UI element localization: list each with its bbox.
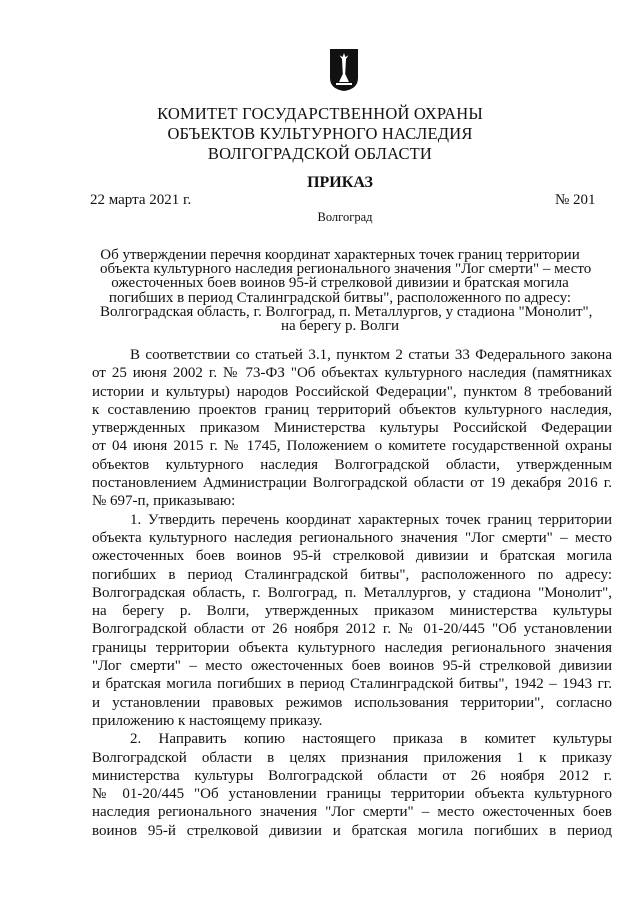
document-number: № 201 [555,192,596,208]
paragraph-line: объектов культурного наследия Волгоградской области, утвержденным [92,456,612,473]
paragraph-preamble [92,346,612,511]
document-body [92,346,612,840]
paragraph-line: "Лог смерти" – место ожесточенных боев воинов 95-й стрелковой дивизии [92,658,612,675]
organization-line: ОБЪЕКТОВ КУЛЬТУРНОГО НАСЛЕДИЯ [167,124,473,143]
paragraph-line: 2. Направить копию настоящего приказа в комитет культуры [130,731,612,748]
paragraph-line: объекта культурного наследия регионального значения "Лог смерти" – место [92,529,612,546]
paragraph-line: постановлением Администрации Волгоградской области от 19 декабря 2016 г. [92,475,612,492]
paragraph-line: и установлении правовых режимов использования территории", согласно [92,694,612,711]
paragraph-line: В соответствии со статьей 3.1, пунктом 2 статьи 33 Федерального закона [130,347,612,363]
paragraph-item-1 [92,511,612,731]
paragraph-line: на берегу р. Волги, утвержденных приказом министерства культуры [92,603,612,620]
organization-name [0,104,640,164]
organization-line: ВОЛГОГРАДСКОЙ ОБЛАСТИ [207,144,433,163]
document-date: 22 марта 2021 г. [90,192,192,208]
subject-line: на берегу р. Волги [280,318,400,335]
volgograd-emblem-icon [329,48,359,92]
paragraph-line: утвержденных приказом Министерства культуры Российской Федерации [92,420,612,437]
paragraph-line: и братская могила погибших в период Сталинградской битвы", 1942 – 1943 гг. [92,676,612,693]
paragraph-line: Волгоградской области от 26 ноября 2012 г. № 01-20/445 "Об установлении [92,621,612,638]
subject-line: Волгоградская область, г. Волгоград, п. Металлургов, у стадиона "Монолит", [100,303,593,320]
document-type: ПРИКАЗ [307,174,373,191]
paragraph-line: истории и культуры) народов Российской Федерации", пунктом 8 требований [92,383,612,400]
paragraph-line: воинов 95-й стрелковой дивизии и братская могила погибших в период [92,822,612,839]
paragraph-line: к составлению проектов границ территорий объектов культурного наследия, [92,401,612,418]
document-city: Волгоград [317,210,373,224]
paragraph-line: Волгоградская область, г. Волгоград, п. Металлургов, у стадиона "Монолит", [92,584,612,601]
paragraph-line: границы территории объекта культурного наследия регионального значения [92,639,612,656]
paragraph-line: министерства культуры Волгоградской области от 26 ноября 2012 г. [92,767,612,784]
paragraph-line: 1. Утвердить перечень координат характерных точек границ территории [130,511,612,528]
paragraph-line: Волгоградской области в целях признания приложения 1 к приказу [92,749,612,766]
subject-line: ожесточенных боев воинов 95-й стрелковой дивизии и братская могила [111,275,569,292]
paragraph-line: ожесточенных боев воинов 95-й стрелковой дивизии и братская могила [92,548,612,565]
subject-line: объекта культурного наследия регионального значения "Лог смерти" – место [100,261,592,278]
paragraph-line: приложению к настоящему приказу. [92,712,323,729]
paragraph-item-2 [92,730,612,840]
subject-line: Об утверждении перечня координат характерных точек границ территории [100,247,580,263]
paragraph-line: № 697-п, приказываю: [92,493,236,510]
paragraph-line: от 25 июня 2002 г. № 73-ФЗ "Об объектах культурного наследия (памятниках [92,365,612,382]
paragraph-line: № 01-20/445 "Об установлении границы территории объекта культурного [92,786,612,803]
paragraph-line: наследия регионального значения "Лог смерти" – место ожесточенных боев [92,804,612,821]
paragraph-line: погибших в период Сталинградской битвы", расположенного по адресу: [92,566,612,583]
subject-line: погибших в период Сталинградской битвы", расположенного по адресу: [108,289,572,306]
document-subject [100,247,593,335]
paragraph-line: от 04 июня 2015 г. № 1745, Положением о комитете государственной охраны [92,438,612,455]
organization-line: КОМИТЕТ ГОСУДАРСТВЕННОЙ ОХРАНЫ [157,104,483,123]
